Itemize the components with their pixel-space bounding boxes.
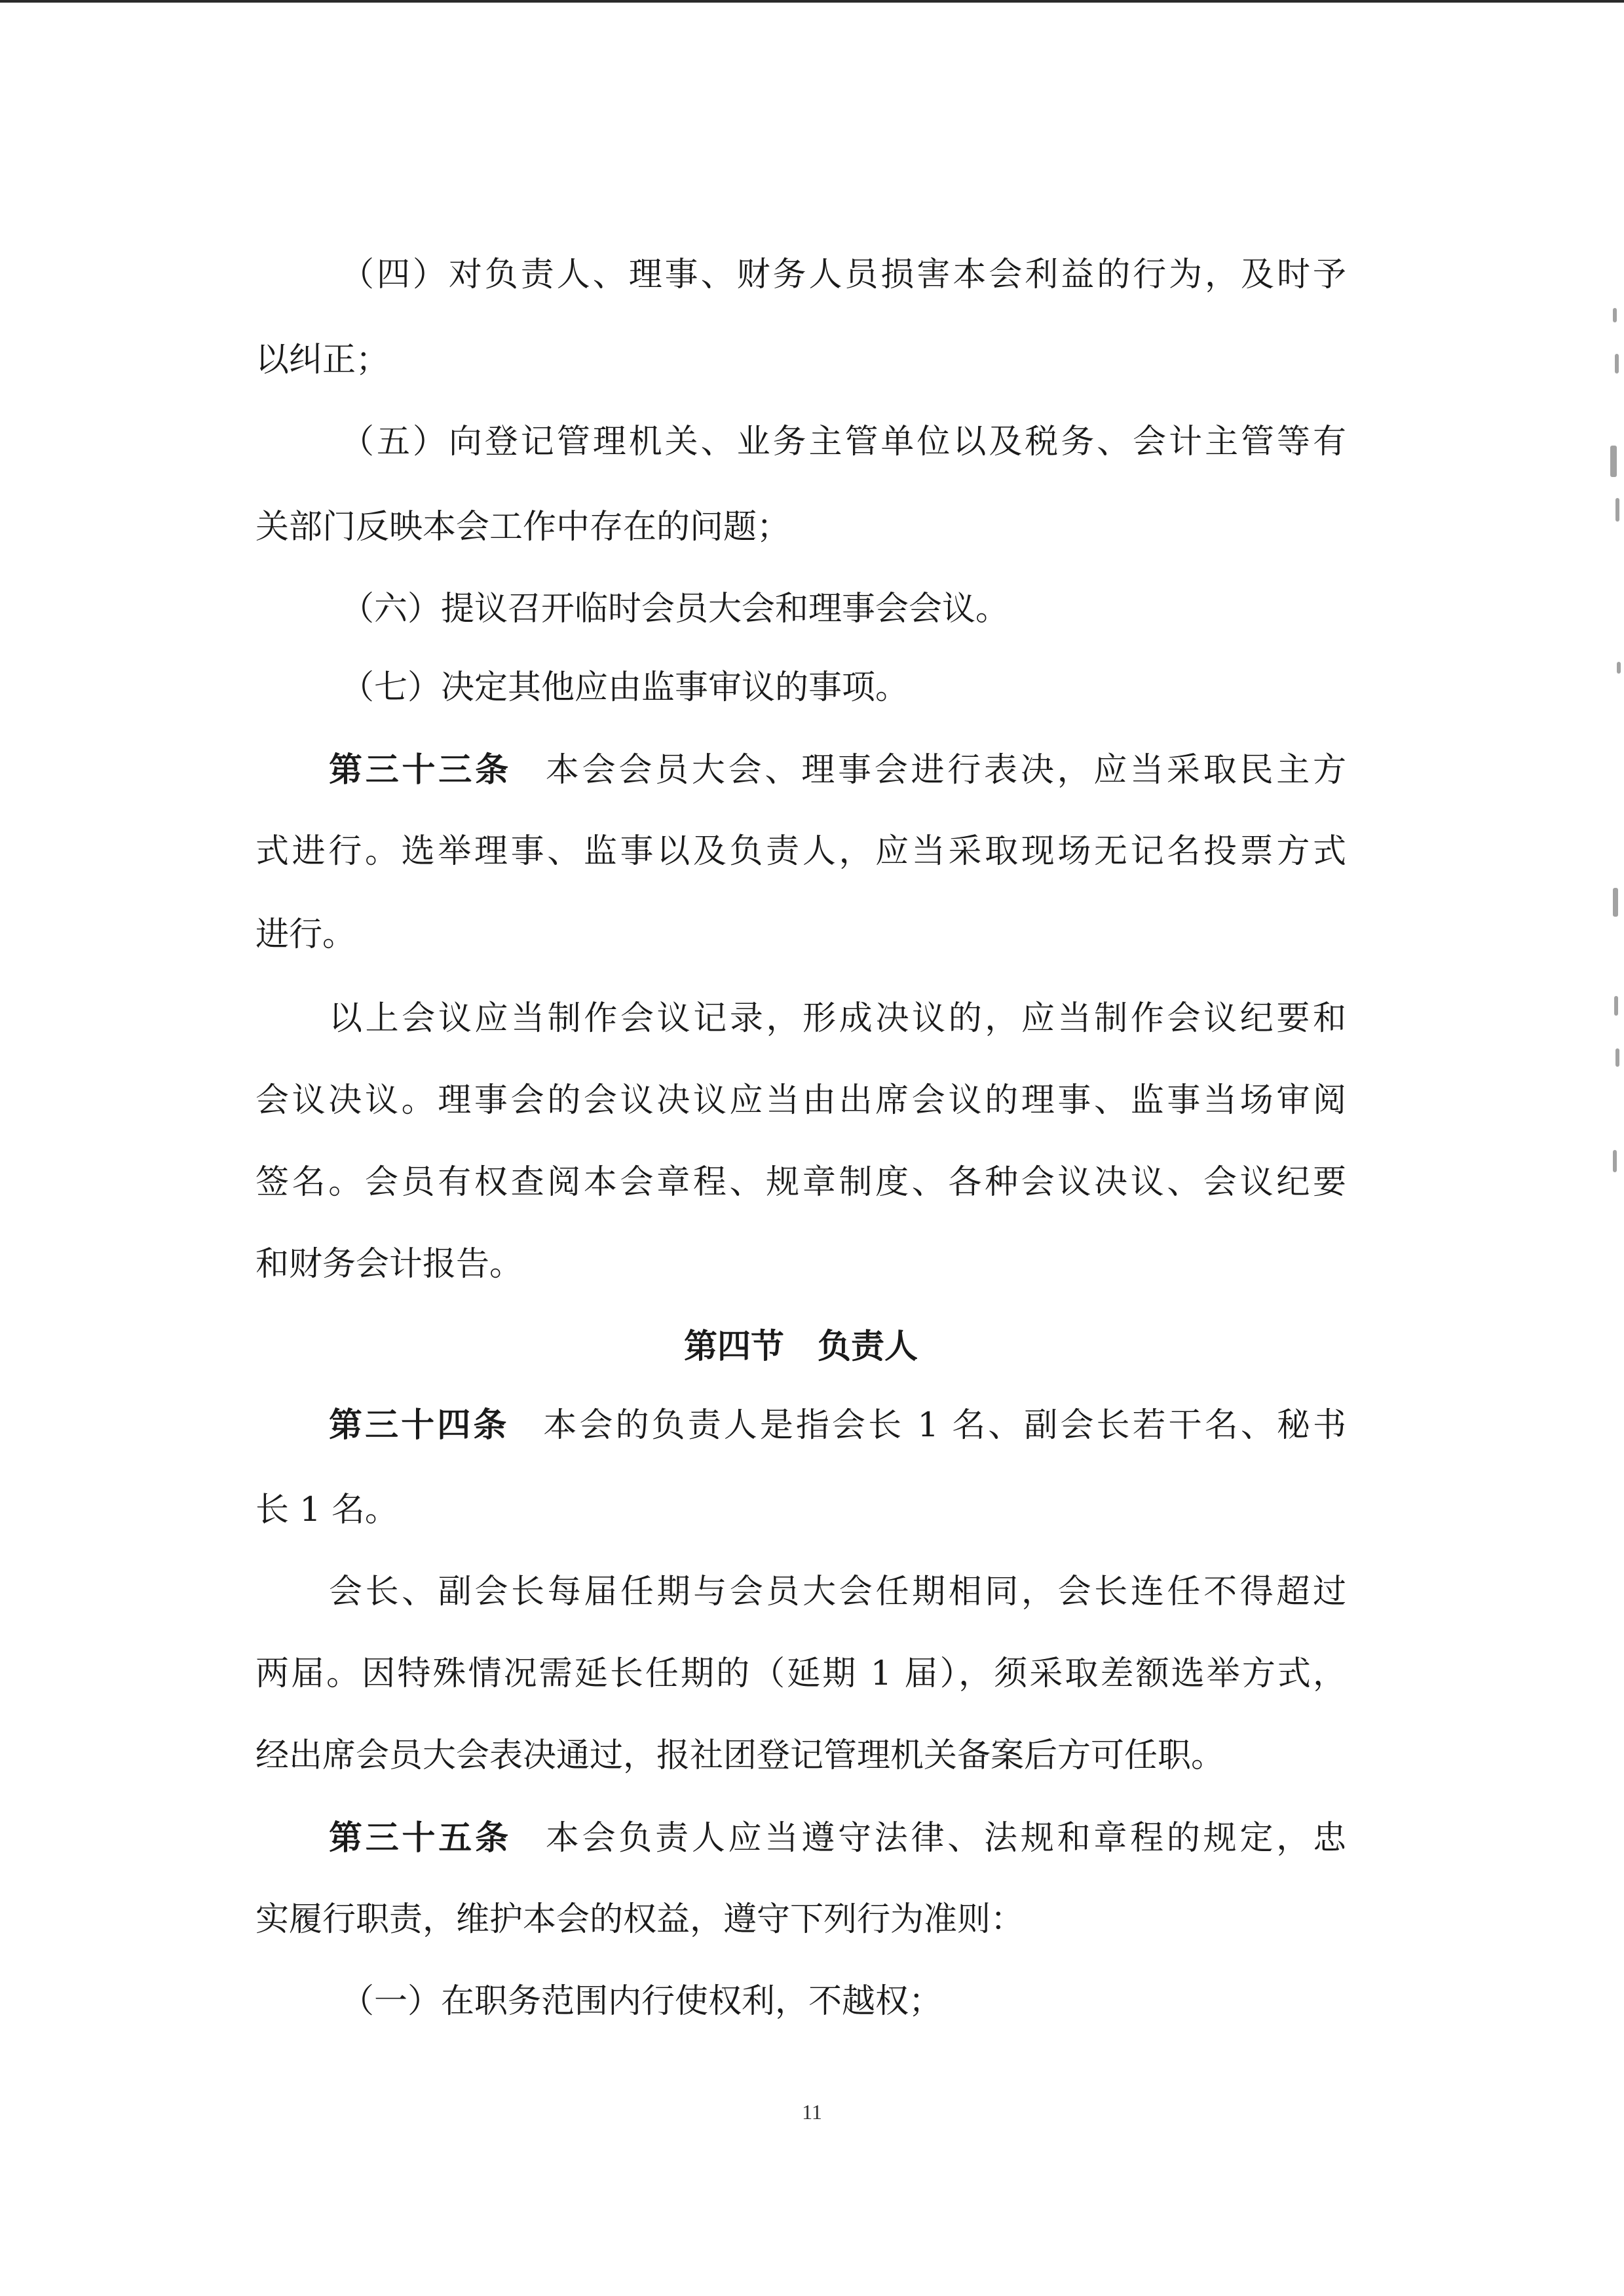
scan-mark [1613,308,1617,322]
scan-mark [1617,662,1621,674]
scan-mark [1613,888,1618,917]
scan-mark [1610,446,1617,477]
article-34-para2-line-1: 会长、副会长每届任期与会员大会任期相同，会长连任不得超过 [329,1573,1346,1611]
article-34-para2-line-2: 两届。因特殊情况需延长任期的（延期 1 届），须采取差额选举方式， [255,1655,1346,1693]
article-34-title: 第三十四条 [329,1406,510,1445]
article-34-text: 本会的负责人是指会长 1 名、副会长若干名、秘书 [543,1406,1346,1445]
article-33-line-1 [255,750,1346,790]
scan-mark [1615,354,1619,373]
scan-mark [1613,1150,1617,1172]
item-five-line-2: 关部门反映本会工作中存在的问题； [255,508,791,546]
article-35-item-1: （一）在职务范围内行使权利，不越权； [341,1982,943,2021]
item-four-line-2: 以纠正； [255,341,390,379]
item-seven: （七）决定其他应由监事审议的事项。 [341,668,909,707]
article-33-para2-line-1: 以上会议应当制作会议记录，形成决议的，应当制作会议纪要和 [329,999,1346,1038]
page-number: 11 [802,2100,822,2124]
item-five-line-1: （五）向登记管理机关、业务主管单位以及税务、会计主管等有 [341,423,1346,461]
article-34-line-2: 长 1 名。 [255,1491,398,1529]
section-heading: 第四节 负责人 [683,1327,918,1366]
article-35-line-2: 实履行职责，维护本会的权益，遵守下列行为准则： [255,1900,1025,1939]
article-33-line-3: 进行。 [255,915,356,954]
article-34-line-1 [255,1406,1346,1445]
article-33-text: 本会会员大会、理事会进行表决，应当采取民主方 [545,751,1346,790]
article-33-line-2: 式进行。选举理事、监事以及负责人，应当采取现场无记名投票方式 [255,832,1346,871]
article-34-para2-line-3: 经出席会员大会表决通过，报社团登记管理机关备案后方可任职。 [255,1736,1225,1775]
article-35-title: 第三十五条 [329,1818,512,1858]
scan-mark [1615,498,1619,522]
item-four-line-1: （四）对负责人、理事、财务人员损害本会利益的行为，及时予 [341,256,1346,294]
article-33-para2-line-3: 签名。会员有权查阅本会章程、规章制度、各种会议决议、会议纪要 [255,1163,1346,1202]
article-35-line-1 [255,1818,1346,1858]
article-33-title: 第三十三条 [329,750,512,790]
scan-mark [1614,996,1618,1016]
article-33-para2-line-4: 和财务会计报告。 [255,1245,523,1284]
scan-mark [1615,1048,1619,1067]
article-35-text: 本会负责人应当遵守法律、法规和章程的规定，忠 [545,1819,1346,1858]
article-33-para2-line-2: 会议决议。理事会的会议决议应当由出席会议的理事、监事当场审阅 [255,1081,1346,1120]
scan-top-edge [0,0,1624,3]
item-six: （六）提议召开临时会员大会和理事会会议。 [341,590,1010,628]
